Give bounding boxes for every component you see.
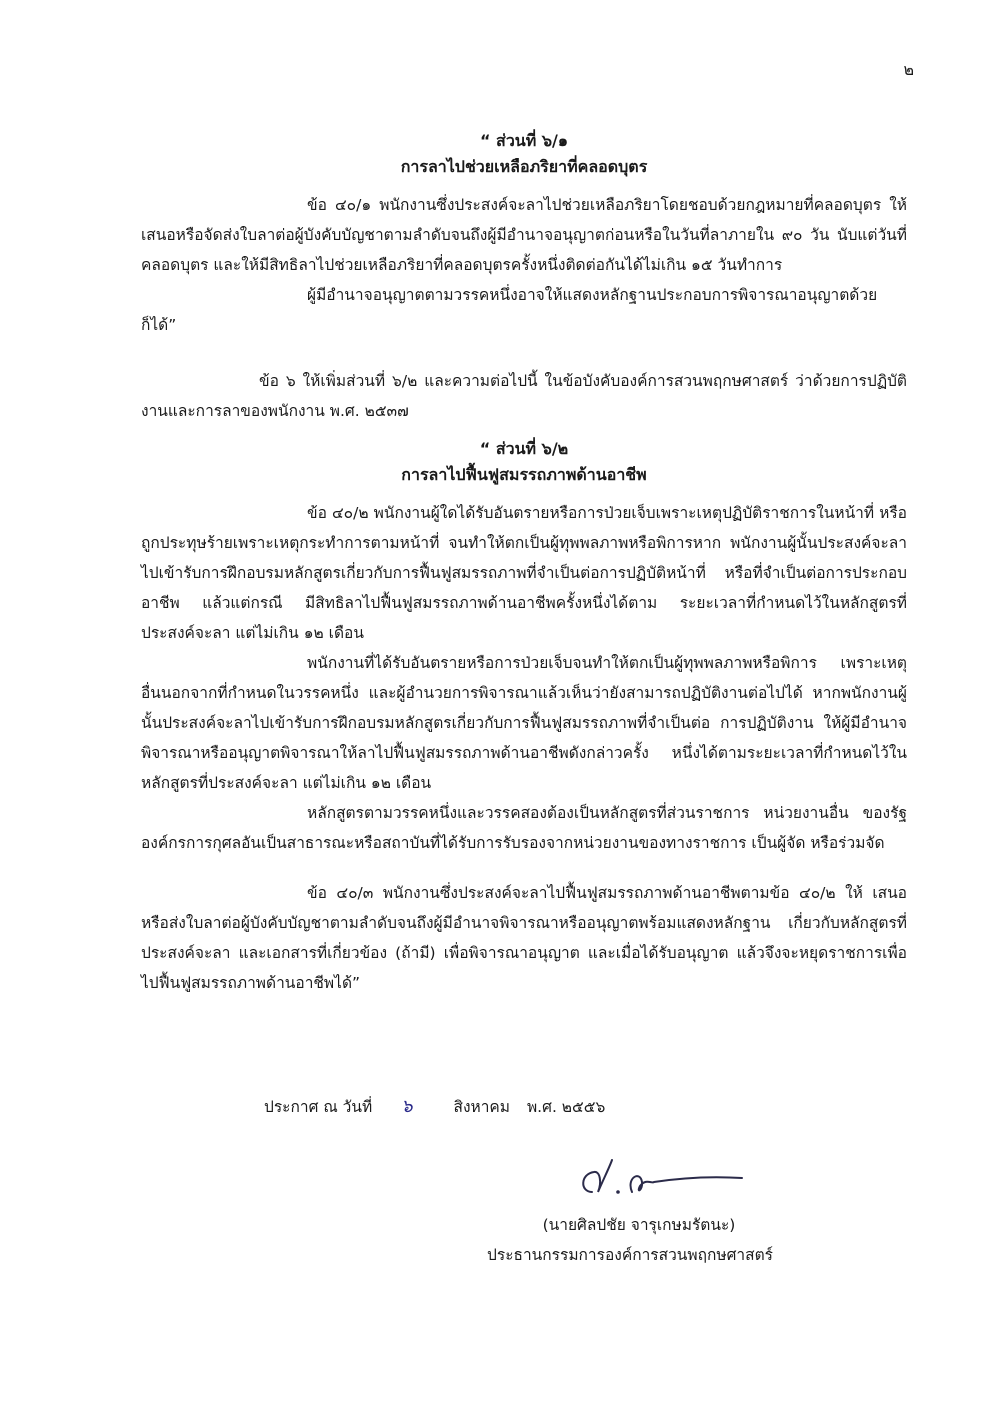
signature-block [470,1210,790,1270]
announcement-year: พ.ศ. ๒๕๕๖ [526,1098,606,1116]
article-40-2-paragraph-2: พนักงานที่ได้รับอันตรายหรือการป่วยเจ็บจนทำให้ตกเป็นผู้ทุพพลภาพหรือพิการ เพราะเหตุอื่นนอกจากที่กำหนดในวรรคหนึ่ง และผู้อำนวยการพิจารณาแล้วเห็นว่ายังสามารถปฏิบัติงานต่อไปได้ หากพนักงานผู้นั้นประสงค์จะลาไปเข้ารับการฝึกอบรมหลักสูตรเกี่ยวกับการฟื้นฟูสมรรถภาพที่จำเป็นต่อ การปฏิบัติงาน ให้ผู้มีอำนาจพิจารณาหรืออนุญาตพิจารณาให้ลาไปฟื้นฟูสมรรถภาพด้านอาชีพดังกล่าวครั้ง หนึ่งได้ตามระยะเวลาที่กำหนดไว้ในหลักสูตรที่ประสงค์จะลา แต่ไม่เกิน ๑๒ เดือน [141,654,907,792]
article-40-3-paragraph: ข้อ ๔๐/๓ พนักงานซึ่งประสงค์จะลาไปฟื้นฟูสมรรถภาพด้านอาชีพตามข้อ ๔๐/๒ ให้ เสนอหรือส่งใบลาต่อผู้บังคับบัญชาตามลำดับจนถึงผู้มีอำนาจพิจารณาหรืออนุญาตพร้อมแสดงหลักฐาน เกี่ยวกับหลักสูตรที่ประสงค์จะลา และเอกสารที่เกี่ยวข้อง (ถ้ามี) เพื่อพิจารณาอนุญาต และเมื่อได้รับอนุญาต แล้วจึงจะหยุดราชการเพื่อไปฟื้นฟูสมรรถภาพด้านอาชีพได้” [141,884,907,992]
article-40-1-paragraph-2: ผู้มีอำนาจอนุญาตตามวรรคหนึ่งอาจให้แสดงหลักฐานประกอบการพิจารณาอนุญาตด้วยก็ได้” [141,286,878,334]
section-6-1-heading-number: “ ส่วนที่ ๖/๑ [479,131,569,150]
section-6-2-heading-title: การลาไปฟื้นฟูสมรรถภาพด้านอาชีพ [401,465,647,484]
announcement-line [264,1092,605,1122]
section-6-2-heading-number: “ ส่วนที่ ๖/๒ [479,439,569,458]
article-6-paragraph: ข้อ ๖ ให้เพิ่มส่วนที่ ๖/๒ และความต่อไปนี้ ในข้อบังคับองค์การสวนพฤกษศาสตร์ ว่าด้วยการปฏิบัติงานและการลาของพนักงาน พ.ศ. ๒๕๓๗ [141,372,907,420]
article-40-2-paragraph-3: หลักสูตรตามวรรคหนึ่งและวรรคสองต้องเป็นหลักสูตรที่ส่วนราชการ หน่วยงานอื่น ของรัฐ องค์กรการกุศลอันเป็นสาธารณะหรือสถาบันที่ได้รับการรับรองจากหน่วยงานของทางราชการ เป็นผู้จัด หรือร่วมจัด [141,804,907,852]
announcement-prefix: ประกาศ ณ วันที่ [264,1098,373,1116]
signatory-position: ประธานกรรมการองค์การสวนพฤกษศาสตร์ [487,1246,773,1264]
signatory-name: (นายศิลปชัย จารุเกษมรัตนะ) [542,1216,736,1234]
section-6-1-heading-title: การลาไปช่วยเหลือภริยาที่คลอดบุตร [400,157,648,176]
article-40-1-paragraph: ข้อ ๔๐/๑ พนักงานซึ่งประสงค์จะลาไปช่วยเหลือภริยาโดยชอบด้วยกฎหมายที่คลอดบุตร ให้เสนอหรือจัดส่งใบลาต่อผู้บังคับบัญชาตามลำดับจนถึงผู้มีอำนาจอนุญาตก่อนหรือในวันที่ลาภายใน ๙๐ วัน นับแต่วันที่คลอดบุตร และให้มีสิทธิลาไปช่วยเหลือภริยาที่คลอดบุตรครั้งหนึ่งติดต่อกันได้ไม่เกิน ๑๕ วันทำการ [141,196,907,274]
page-number: ๒ [903,60,914,79]
announcement-day: ๖ [401,1096,413,1117]
document-body [141,128,907,998]
article-40-2-paragraph: ข้อ ๔๐/๒ พนักงานผู้ใดได้รับอันตรายหรือการป่วยเจ็บเพราะเหตุปฏิบัติราชการในหน้าที่ หรือถูกประทุษร้ายเพราะเหตุกระทำการตามหน้าที่ จนทำให้ตกเป็นผู้ทุพพลภาพหรือพิการหาก พนักงานผู้นั้นประสงค์จะลาไปเข้ารับการฝึกอบรมหลักสูตรเกี่ยวกับการฟื้นฟูสมรรถภาพที่จำเป็นต่อการปฏิบัติหน้าที่ หรือที่จำเป็นต่อการประกอบอาชีพ แล้วแต่กรณี มีสิทธิลาไปฟื้นฟูสมรรถภาพด้านอาชีพครั้งหนึ่งได้ตาม ระยะเวลาที่กำหนดไว้ในหลักสูตรที่ประสงค์จะลา แต่ไม่เกิน ๑๒ เดือน [141,504,907,642]
handwritten-signature [570,1148,750,1208]
announcement-month: สิงหาคม [453,1098,511,1116]
